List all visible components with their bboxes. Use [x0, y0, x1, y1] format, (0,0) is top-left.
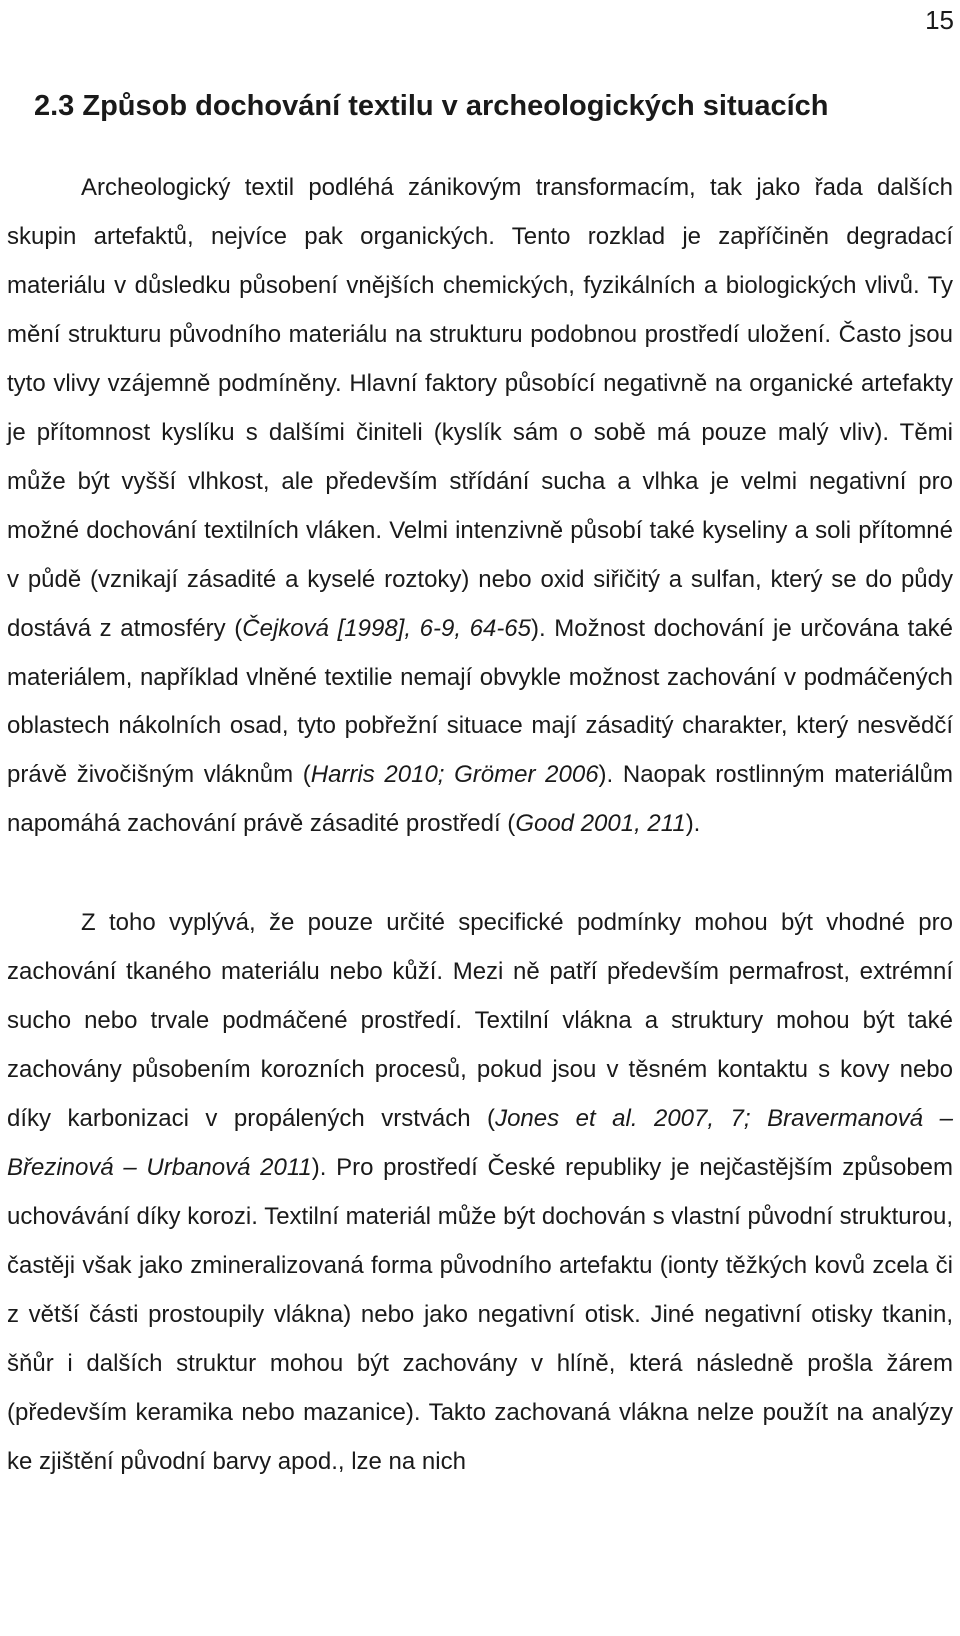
citation: Good 2001, 211 [515, 810, 686, 838]
page-number: 15 [925, 5, 954, 35]
text-run: ). Naopak rostlinným materiálům napomáhá zachování právě zásadité prostředí ( [7, 761, 953, 838]
section-heading: 2.3 Způsob dochování textilu v archeologických situacích [34, 90, 829, 122]
citation: Jones et al. 2007, 7; Bravermanová – Březinová – Urbanová 2011 [7, 1105, 954, 1182]
citation: Čejková [1998], 6-9, 64-65 [242, 614, 532, 642]
text-run: Archeologický textil podléhá zánikovým transformacím, tak jako řada dalších skupin artefaktů, nejvíce pak organických. Tento rozklad je zapříčiněn degradací materiálu v důsledku působení vnějších chemických, fyzikálních a biologických vlivů. Ty mění strukturu původního materiálu na strukturu podobnou prostředí uložení. Často jsou tyto vlivy vzájemně podmíněny. Hlavní faktory působící negativně na organické artefakty je přítomnost kyslíku s dalšími činiteli (kyslík sám o sobě má pouze malý vliv). Těmi může být vyšší vlhkost, ale především střídání sucha a vlhka je velmi negativní pro možné dochování textilních vláken. Velmi intenzivně působí také kyseliny a soli přítomné v půdě (vznikají zásadité a kyselé roztoky) nebo oxid siřičitý a sulfan, který se do půdy dostává z atmosféry ( [7, 174, 953, 642]
citation: Harris 2010; Grömer 2006 [310, 761, 599, 789]
text-run: ). Pro prostředí České republiky je nejčastějším způsobem uchovávání díky korozi. Textilní materiál může být dochován s vlastní původní strukturou, častěji však jako zmineralizovaná forma původního artefaktu (ionty těžkých kovů zcela či z větší části prostoupily vlákna) nebo jako negativní otisk. Jiné negativní otisky tkanin, šňůr i dalších struktur mohou být zachovány v hlíně, která následně prošla žárem (především keramika nebo mazanice). Takto zachovaná vlákna nelze použít na analýzy ke zjištění původní barvy apod., lze na nich [7, 1154, 954, 1475]
text-run: Z toho vyplývá, že pouze určité specifické podmínky mohou být vhodné pro zachování tkaného materiálu nebo kůží. Mezi ně patří především permafrost, extrémní sucho nebo trvale podmáčené prostředí. Textilní vlákna a struktury mohou být také zachovány působením korozních procesů, pokud jsou v těsném kontaktu s kovy nebo díky karbonizaci v propálených vrstvách ( [7, 909, 953, 1133]
text-run: ). [685, 810, 701, 838]
paragraph-2 [7, 899, 953, 1486]
text-run: ). Možnost dochování je určována také materiálem, například vlněné textilie nemají obvykle možnost zachování v podmáčených oblastech nákolních osad, tyto pobřežní situace mají zásaditý charakter, který nesvědčí právě živočišným vláknům ( [7, 614, 954, 789]
body-text [7, 164, 953, 1487]
paragraph-1 [7, 164, 953, 849]
